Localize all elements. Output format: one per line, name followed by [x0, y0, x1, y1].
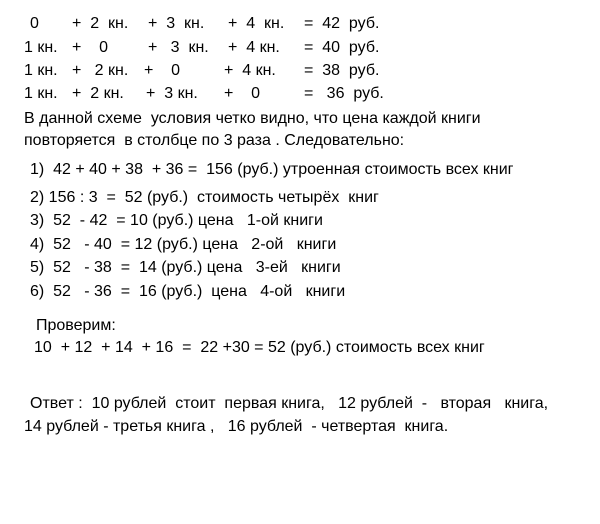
solution-step: 5) 52 - 38 = 14 (руб.) цена 3-ей книги: [30, 259, 341, 276]
scheme-cell: + 2 кн.: [72, 15, 129, 32]
solution-step: 4) 52 - 40 = 12 (руб.) цена 2-ой книги: [30, 236, 337, 253]
scheme-cell: + 4 кн.: [228, 15, 285, 32]
scheme-cell: + 0: [144, 62, 181, 79]
scheme-cell: + 2 кн.: [72, 85, 124, 102]
scheme-cell: 1 кн.: [24, 62, 58, 79]
scheme-cell: + 2 кн.: [72, 62, 129, 79]
explanation-line: В данной схеме условия четко видно, что цена каждой книги: [24, 110, 481, 127]
scheme-total: = 36 руб.: [304, 85, 384, 102]
scheme-total: = 40 руб.: [304, 39, 380, 56]
solution-step: 1) 42 + 40 + 38 + 36 = 156 (руб.) утроенная стоимость всех книг: [30, 161, 514, 178]
scheme-cell: 1 кн.: [24, 85, 58, 102]
answer-line: 14 рублей - третья книга , 16 рублей - четвертая книга.: [24, 418, 449, 435]
scheme-cell: + 3 кн.: [146, 85, 198, 102]
solution-step: 6) 52 - 36 = 16 (руб.) цена 4-ой книги: [30, 283, 346, 300]
solution-step: 3) 52 - 42 = 10 (руб.) цена 1-ой книги: [30, 212, 323, 229]
scheme-cell: 1 кн.: [24, 39, 58, 56]
check-label: Проверим:: [36, 317, 116, 334]
scheme-cell: + 3 кн.: [148, 15, 205, 32]
solution-step: 2) 156 : 3 = 52 (руб.) стоимость четырёх книг: [30, 189, 379, 206]
scheme-cell: + 4 кн.: [224, 62, 276, 79]
scheme-cell: + 3 кн.: [148, 39, 209, 56]
check-expression: 10 + 12 + 14 + 16 = 22 +30 = 52 (руб.) стоимость всех книг: [34, 339, 485, 356]
answer-line: Ответ : 10 рублей стоит первая книга, 12 рублей - вторая книга,: [30, 395, 549, 412]
scheme-total: = 38 руб.: [304, 62, 380, 79]
scheme-cell: + 0: [224, 85, 261, 102]
scheme-cell: 0: [30, 15, 39, 32]
explanation-line: повторяется в столбце по 3 раза . Следовательно:: [24, 132, 405, 149]
scheme-cell: + 0: [72, 39, 109, 56]
scheme-cell: + 4 кн.: [228, 39, 280, 56]
scheme-total: = 42 руб.: [304, 15, 380, 32]
